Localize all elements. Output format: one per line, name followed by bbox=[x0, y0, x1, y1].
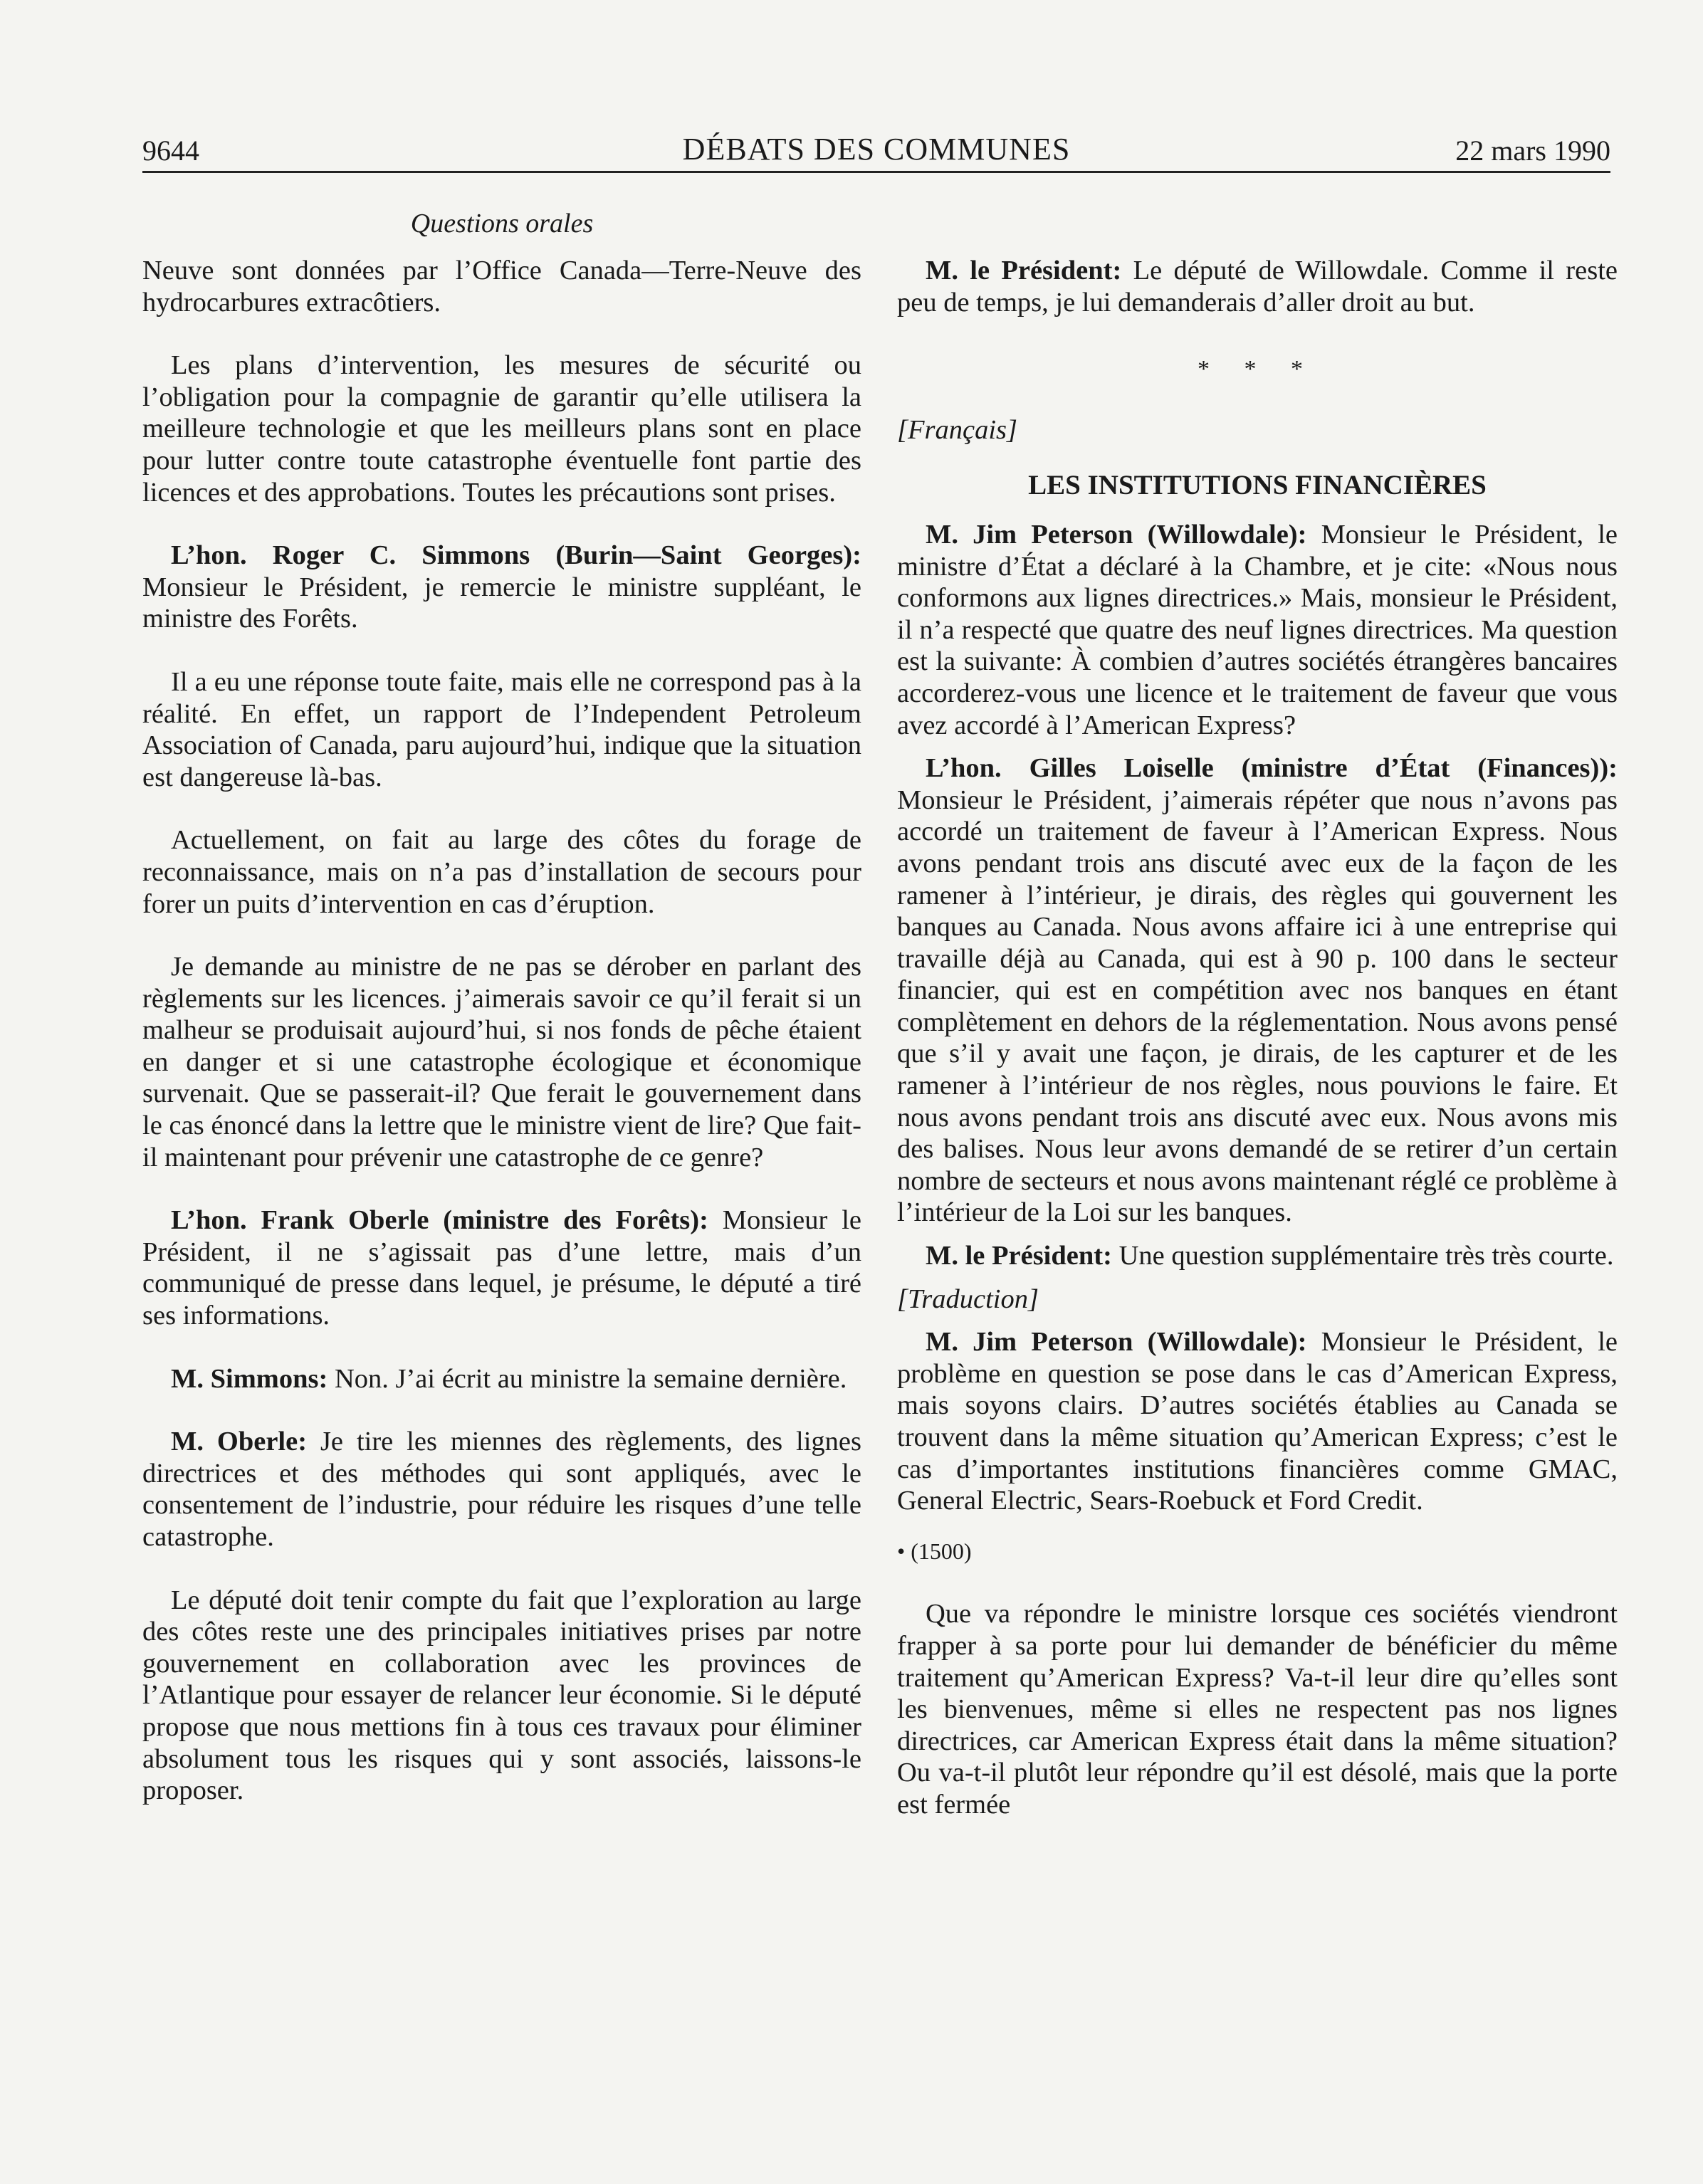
speech-text: Monsieur le Président, j’aimerais répéter que nous n’avons pas accordé un traitement de faveur à l’American Express. Nous avons pendant trois ans discuté avec eux de la façon de les ramener à l’intérieur, je dirais, des règles qui gouvernent les banques au Canada. Nous avons affaire ici à une entreprise qui travaille déjà au Canada, qui est à 90 p. 100 dans le secteur financier, qui est en compétition avec nos banques en étant complètement en dehors de la réglementation. Nous avons pensé que s’il y avait une façon, je dirais, de les capturer et de les ramener à l’intérieur de nos règles, nous pouvions le faire. Et nous avons pendant trois ans discuté avec eux. Nous avons mis des balises. Nous leur avons demandé de se retirer d’un certain nombre de secteurs et nous avons maintenant réglé ce problème à l’intérieur de la Loi sur les banques. bbox=[897, 784, 1618, 1228]
paragraph: Le député doit tenir compte du fait que l’exploration au large des côtes reste une des principales initiatives prises par notre gouvernement en collaboration avec les provinces de l’Atlantique pour essayer de relancer leur économie. Si le député propose que nous mettions fin à tous ces travaux pour éliminer absolument tous les risques qui y sont associés, laissons-le proposer. bbox=[142, 1585, 861, 1806]
section-label: Questions orales bbox=[410, 209, 594, 238]
speaker-name: M. le Président: bbox=[926, 256, 1122, 285]
speech-text: Monsieur le Président, il ne s’agissait pas d’une lettre, mais d’un communiqué de presse dans lequel, je présume, le député a tiré ses informations. bbox=[142, 1205, 861, 1331]
language-marker: [Français] bbox=[897, 414, 1017, 445]
speech-paragraph bbox=[897, 255, 1618, 318]
speaker-name: M. Jim Peterson (Willowdale): bbox=[926, 519, 1307, 550]
speaker-name: M. le Président: bbox=[926, 1241, 1112, 1271]
speech-text: Je tire les miennes des règlements, des lignes directrices et des méthodes qui sont appliqués, avec le consentement de l’industrie, pour réduire les risques d’une telle catastrophe. bbox=[142, 1427, 861, 1552]
speech-paragraph bbox=[142, 1426, 861, 1553]
section-heading: LES INSTITUTIONS FINANCIÈRES bbox=[1028, 470, 1487, 501]
paragraph: Il a eu une réponse toute faite, mais elle ne correspond pas à la réalité. En effet, un rapport de l’Independent Petroleum Association of Canada, paru aujourd’hui, indique que la situation est dangereuse là-bas. bbox=[142, 666, 861, 792]
speech-text: Non. J’ai écrit au ministre la semaine dernière. bbox=[328, 1363, 847, 1394]
timestamp-marker: • (1500) bbox=[897, 1538, 972, 1564]
speech-paragraph bbox=[142, 1204, 861, 1331]
speech-text: Monsieur le Président, le ministre d’État a déclaré à la Chambre, et je cite: «Nous nous conformons aux lignes directrices.» Mais, monsieur le Président, il n’a respecté que quatre des neuf lignes directrices. Ma question est la suivante: À combien d’autres sociétés étrangères bancaires accorderez-vous une licence et le traitement de faveur que vous avez accordé à l’American Express? bbox=[897, 519, 1618, 740]
paragraph: Neuve sont données par l’Office Canada—Terre-Neuve des hydrocarbures extracôtiers. bbox=[142, 256, 861, 317]
speech-paragraph bbox=[142, 1363, 861, 1395]
speaker-name: M. Simmons: bbox=[171, 1363, 328, 1394]
left-column bbox=[142, 255, 861, 1807]
speaker-name: M. Oberle: bbox=[171, 1427, 308, 1457]
speaker-name: L’hon. Gilles Loiselle (ministre d’État (Finances)): bbox=[926, 753, 1618, 784]
publication-title: DÉBATS DES COMMUNES bbox=[682, 132, 1071, 167]
section-separator: * * * bbox=[1198, 356, 1317, 383]
speech-text: Le député de Willowdale. Comme il reste peu de temps, je lui demanderais d’aller droit au but. bbox=[897, 256, 1618, 317]
right-column bbox=[897, 255, 1618, 1821]
speech-text: Monsieur le Président, le problème en question se pose dans le cas d’American Express, mais soyons clairs. D’autres sociétés établies au Canada se trouvent dans la même situation qu’American Express; c’est le cas d’importantes institutions financières comme GMAC, General Electric, Sears-Roebuck et Ford Credit. bbox=[897, 1327, 1618, 1516]
speech-paragraph bbox=[142, 540, 861, 635]
speech-text: Monsieur le Président, je remercie le ministre suppléant, le ministre des Forêts. bbox=[142, 572, 861, 634]
speech-paragraph bbox=[897, 1326, 1618, 1517]
speaker-name: M. Jim Peterson (Willowdale): bbox=[926, 1327, 1307, 1358]
paragraph: Les plans d’intervention, les mesures de sécurité ou l’obligation pour la compagnie de garantir qu’elle utilisera la meilleure technologie et que les meilleurs plans sont en place pour lutter contre toute catastrophe éventuelle font partie des licences et des approbations. Toutes les précautions sont prises. bbox=[142, 350, 861, 508]
speech-paragraph bbox=[897, 519, 1618, 741]
speaker-name: L’hon. Frank Oberle (ministre des Forêts): bbox=[171, 1205, 708, 1236]
paragraph: Actuellement, on fait au large des côtes du forage de reconnaissance, mais on n’a pas d’installation de secours pour forer un puits d’intervention en cas d’éruption. bbox=[142, 825, 861, 919]
paragraph: Que va répondre le ministre lorsque ces sociétés viendront frapper à sa porte pour lui demander de bénéficier du même traitement qu’American Express? Va-t-il leur dire qu’elles sont les bienvenues, même si elles ne respectent pas nos lignes directrices, car American Express était dans la même situation? Ou va-t-il plutôt leur répondre qu’il est désolé, mais que la porte est fermée bbox=[897, 1599, 1618, 1820]
speaker-name: L’hon. Roger C. Simmons (Burin—Saint Georges): bbox=[171, 540, 861, 571]
page-header bbox=[142, 128, 1610, 173]
page-number: 9644 bbox=[142, 135, 199, 167]
speech-text: Une question supplémentaire très très courte. bbox=[1111, 1241, 1614, 1271]
speech-paragraph bbox=[897, 752, 1618, 1229]
paragraph: Je demande au ministre de ne pas se dérober en parlant des règlements sur les licences. j’aimerais savoir ce qu’il ferait si un malheur se produisait aujourd’hui, si nos fonds de pêche étaient en danger et si une catastrophe écologique et économique survenait. Que se passerait-il? Que ferait le gouvernement dans le cas énoncé dans la lettre que le ministre vient de lire? Que fait-il maintenant pour prévenir une catastrophe de ce genre? bbox=[142, 952, 861, 1172]
language-marker: [Traduction] bbox=[897, 1283, 1039, 1314]
page-date: 22 mars 1990 bbox=[1455, 135, 1610, 167]
speech-paragraph bbox=[897, 1240, 1618, 1272]
